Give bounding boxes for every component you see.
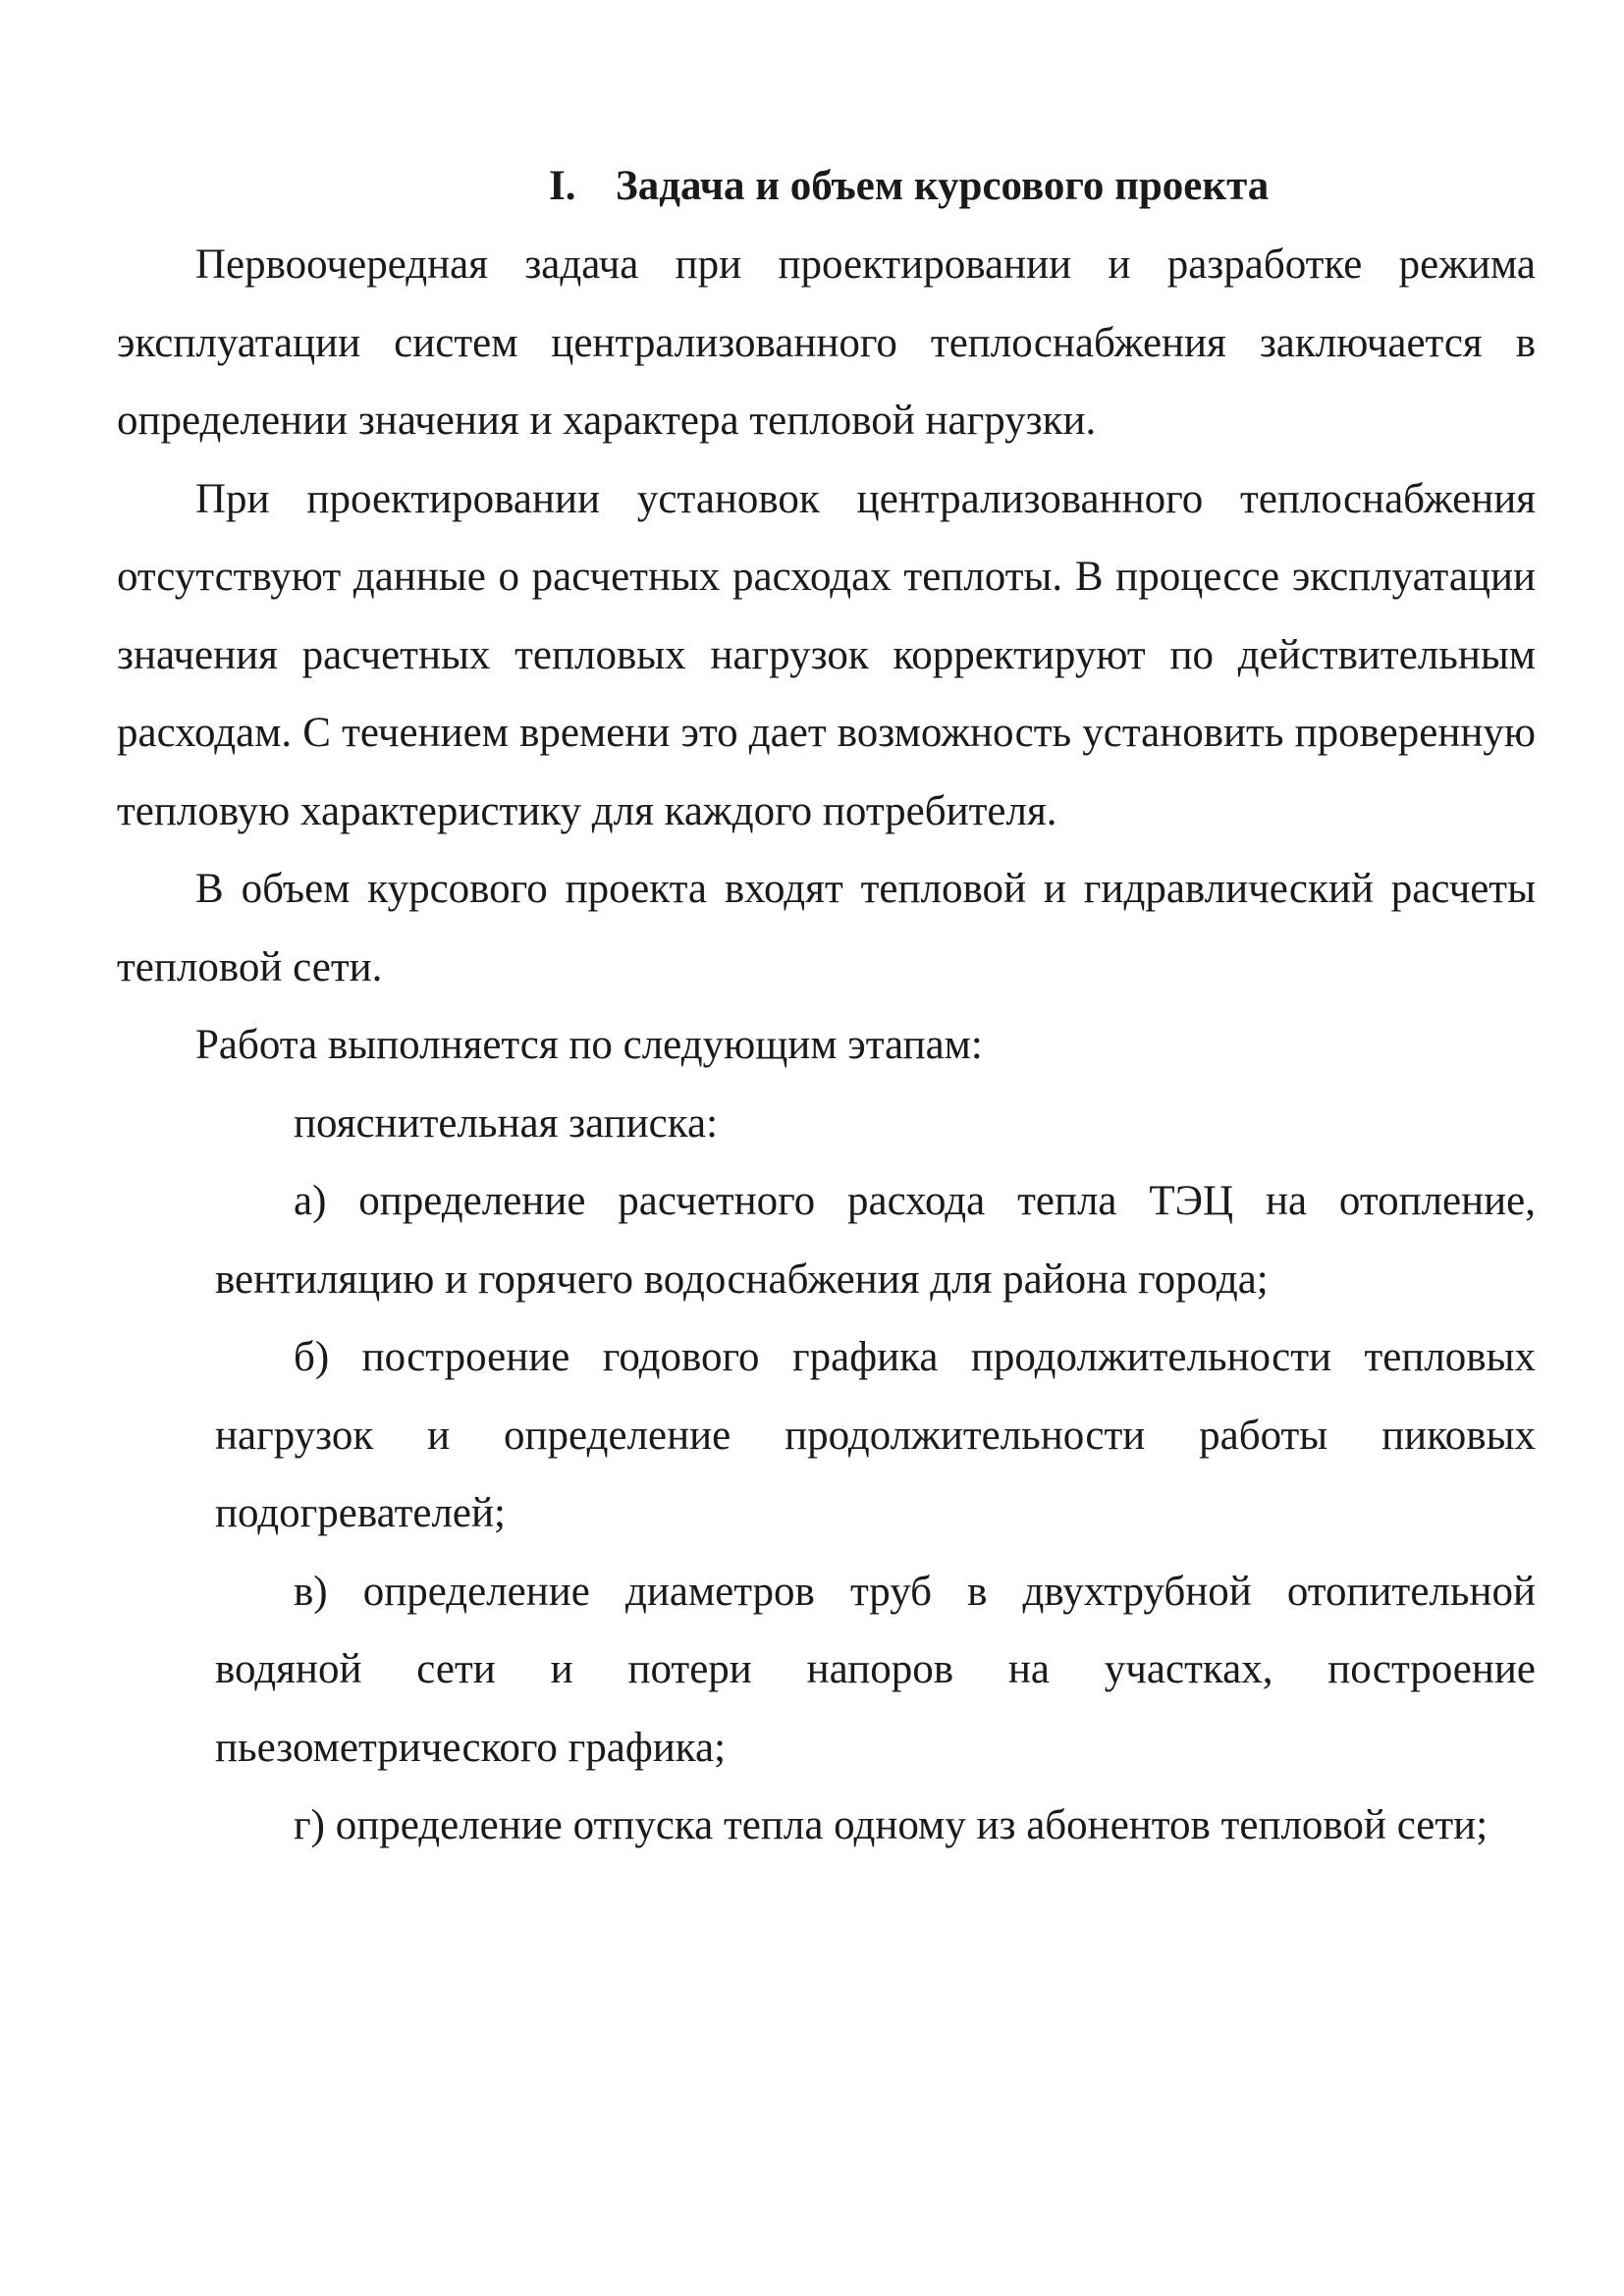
list-item-g: г) определение отпуска тепла одному из абонентов тепловой сети; <box>294 1802 1489 1848</box>
paragraph-heat-load-task: Первоочередная задача при проектировании и разработке режима эксплуатации систем централизованного теплоснабжения заключается в определении значения и характера тепловой нагрузки. <box>117 241 1536 444</box>
list-item-a: а) определение расчетного расхода тепла ТЭЦ на отопление, вентиляцию и горячего водоснабжения для района города; <box>215 1178 1536 1303</box>
document-page <box>117 147 1536 1865</box>
list-item-v: в) определение диаметров труб в двухтрубной отопительной водяной сети и потери напоров на участках, построение пьезометрического графика; <box>215 1568 1536 1771</box>
section-number: I. <box>549 163 576 209</box>
section-title: Задача и объем курсового проекта <box>616 163 1270 209</box>
stages-intro: Работа выполняется по следующим этапам: <box>195 1022 983 1068</box>
paragraph-project-scope: В объем курсового проекта входят тепловой и гидравлический расчеты тепловой сети. <box>117 866 1536 990</box>
section-heading <box>117 147 1536 226</box>
note-label: пояснительная записка: <box>294 1099 719 1147</box>
list-item-b: б) построение годового графика продолжительности тепловых нагрузок и определение продолжительности работы пиковых подогревателей; <box>215 1334 1536 1536</box>
paragraph-design-data: При проектировании установок централизованного теплоснабжения отсутствуют данные о расчетных расходах теплоты. В процессе эксплуатации значения расчетных тепловых нагрузок корректируют по действительным расходам. С течением времени это дает возможность установить проверенную тепловую характеристику для каждого потребителя. <box>117 475 1536 834</box>
